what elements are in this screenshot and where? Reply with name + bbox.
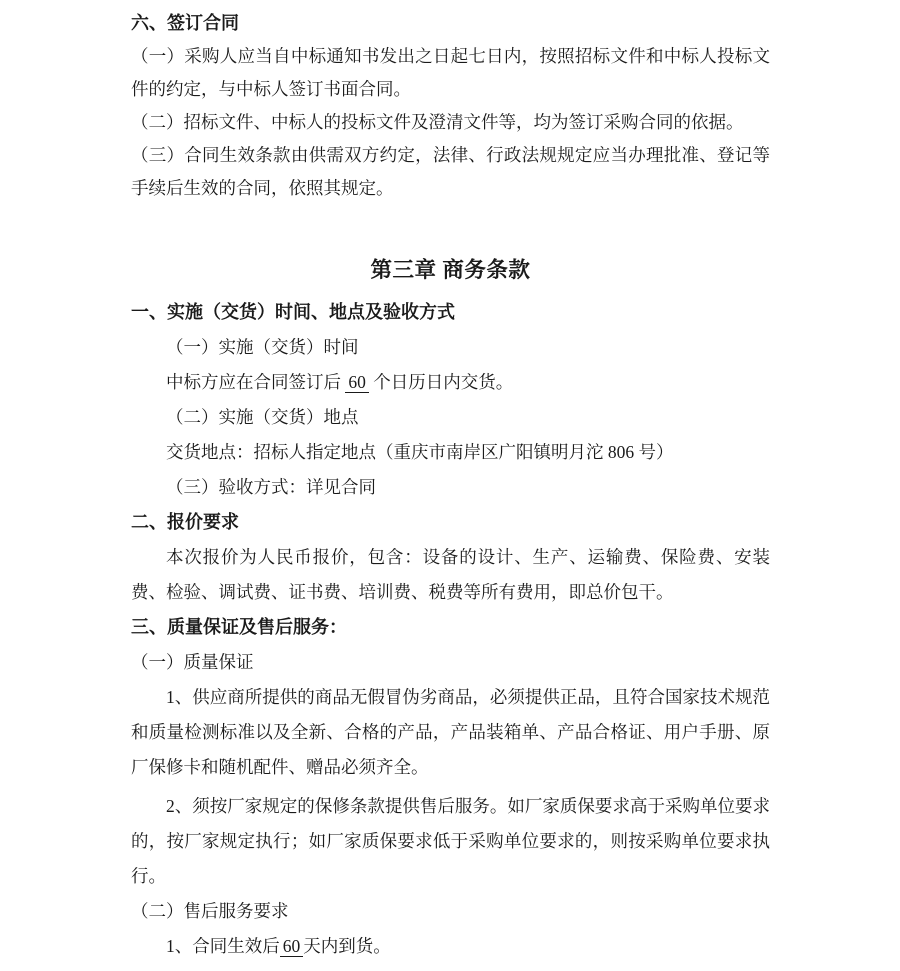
delivery-section-heading: 一、实施（交货）时间、地点及验收方式 [131, 302, 455, 322]
delivery-time-subheading: （一）实施（交货）时间 [166, 337, 359, 357]
quality-section-heading: 三、质量保证及售后服务： [131, 617, 347, 637]
aftersales-subheading: （二）售后服务要求 [131, 901, 289, 921]
delivery-time-before: 中标方应在合同签订后 [166, 372, 341, 392]
quality-assurance-item-2: 2、须按厂家规定的保修条款提供售后服务。如厂家质保要求高于采购单位要求的，按厂家规定执行；如厂家质保要求低于采购单位要求的，则按采购单位要求执行。 [131, 796, 770, 886]
sign-contract-clause-2: （二）招标文件、中标人的投标文件及澄清文件等，均为签订采购合同的依据。 [131, 112, 744, 132]
quotation-body: 本次报价为人民币报价，包含：设备的设计、生产、运输费、保险费、安装费、检验、调试费、证书费、培训费、税费等所有费用，即总价包干。 [131, 547, 770, 602]
quotation-section-heading: 二、报价要求 [131, 512, 239, 532]
delivery-time-after: 个日历日内交货。 [373, 372, 514, 392]
quality-assurance-item-1: 1、供应商所提供的商品无假冒伪劣商品，必须提供正品，且符合国家技术规范和质量检测标准以及全新、合格的产品，产品装箱单、产品合格证、用户手册、原厂保修卡和随机配件、赠品必须齐全。 [131, 687, 770, 777]
sign-contract-section [131, 7, 770, 205]
delivery-place-line: 交货地点：招标人指定地点（重庆市南岸区广阳镇明月沱 806 号） [166, 442, 674, 462]
sign-contract-heading: 六、签订合同 [131, 13, 239, 33]
sign-contract-clause-1: （一）采购人应当自中标通知书发出之日起七日内，按照招标文件和中标人投标文件的约定，与中标人签订书面合同。 [131, 46, 770, 99]
sign-contract-clause-3: （三）合同生效条款由供需双方约定，法律、行政法规规定应当办理批准、登记等手续后生效的合同，依照其规定。 [131, 145, 770, 198]
chapter-3-heading: 第三章 商务条款 [370, 258, 531, 282]
acceptance-line: （三）验收方式：详见合同 [166, 477, 376, 497]
aftersales-days-value: 60 [280, 936, 304, 957]
delivery-days-value: 60 [345, 372, 369, 393]
chapter-3-body [131, 295, 770, 964]
aftersales-item-1 [131, 929, 770, 964]
quality-assurance-subheading: （一）质量保证 [131, 652, 254, 672]
aftersales-before: 1、合同生效后 [166, 936, 280, 956]
delivery-time-line [131, 365, 770, 400]
delivery-place-subheading: （二）实施（交货）地点 [166, 407, 359, 427]
aftersales-after: 天内到货。 [303, 936, 391, 956]
